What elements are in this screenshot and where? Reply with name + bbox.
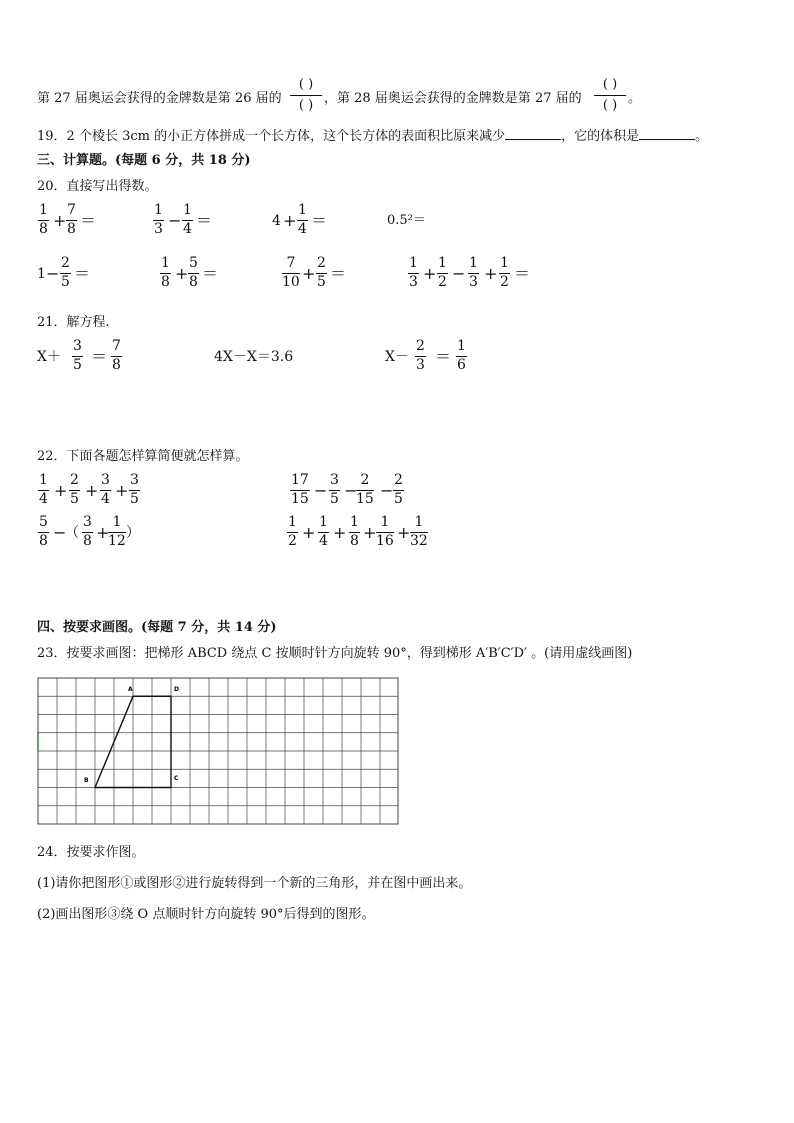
fraction-part: 4 — [39, 491, 48, 507]
q18-blank-num-2: ( ) — [602, 77, 618, 92]
q20-f-frac-2 — [188, 256, 199, 290]
q20-g-frac-1 — [282, 256, 300, 290]
fraction-part: 8 — [350, 533, 359, 549]
fraction-part: 5 — [189, 255, 198, 271]
fraction-part: 8 — [39, 533, 48, 549]
fraction-part: 5 — [39, 514, 48, 530]
fraction-part: 1 — [183, 202, 192, 218]
fraction-part: 1 — [288, 514, 297, 530]
q22-b-frac-2 — [329, 473, 340, 507]
q20-a-frac-1 — [38, 203, 49, 237]
fraction-part: 2 — [416, 338, 425, 354]
q18-text-b: ，第 28 届奥运会获得的金牌数是第 27 届的 — [324, 91, 582, 106]
fraction-part: 8 — [83, 533, 92, 549]
q21-eq3-lhs: X－ — [385, 349, 409, 365]
fraction-part: 3 — [83, 514, 92, 530]
q21-eq1-lhs: X＋ — [37, 349, 61, 365]
q21-eq1-eq: ＝ — [91, 347, 108, 366]
fraction-part: 2 — [317, 255, 326, 271]
fraction-part: 4 — [101, 491, 110, 507]
q19-blank-2[interactable] — [639, 127, 695, 140]
q23-label-a: A — [128, 686, 133, 693]
q21-title: 21．解方程. — [37, 315, 110, 330]
fraction-part: 16 — [376, 533, 394, 549]
q22-d-frac-1 — [287, 515, 298, 549]
q20-f-eq: ＝ — [202, 264, 219, 283]
fraction-part: 2 — [394, 472, 403, 488]
q23-title: 23．按要求画图：把梯形 ABCD 绕点 C 按顺时针方向旋转 90°，得到梯形 A′B′C′D′ 。(请用虚线画图) — [37, 646, 633, 661]
q18-blank-num-1: ( ) — [298, 77, 314, 92]
q20-h-eq: ＝ — [514, 264, 531, 283]
q20-e-eq: ＝ — [74, 264, 91, 283]
q20-c-four: 4 — [272, 213, 281, 229]
fraction-part: 5 — [73, 357, 82, 373]
fraction-part: 2 — [500, 274, 509, 290]
q22-d-plus-1: + — [302, 523, 316, 542]
q21-eq1-frac-lhs — [72, 339, 83, 373]
fraction-part: 8 — [67, 221, 76, 237]
section-3-title: 三、计算题。(每题 6 分，共 18 分) — [37, 153, 251, 168]
fraction-part: 15 — [356, 491, 374, 507]
q20-h-plus-1: + — [423, 264, 437, 283]
q23-grid — [38, 678, 398, 824]
q20-c-frac — [297, 203, 308, 237]
q20-e-minus: − — [46, 264, 60, 283]
q20-g-plus: + — [302, 264, 316, 283]
fraction-part: 2 — [288, 533, 297, 549]
fraction-part: 1 — [380, 514, 390, 530]
q20-h-minus: − — [452, 264, 466, 283]
fraction-part: 1 — [39, 472, 48, 488]
fraction-part: 3 — [330, 472, 339, 488]
q22-a-plus-1: + — [54, 481, 68, 500]
q22-a-frac-4 — [129, 473, 140, 507]
fraction-bar — [594, 95, 626, 96]
q22-d-plus-3: + — [363, 523, 377, 542]
fraction-part: 7 — [67, 202, 76, 218]
q20-a-eq: ＝ — [80, 211, 97, 230]
fraction-part: 7 — [112, 338, 121, 354]
fraction-part: 3 — [154, 221, 163, 237]
q21-eq3-frac-rhs — [456, 339, 467, 373]
q18-blank-den-1: ( ) — [298, 98, 314, 113]
fraction-part: 1 — [409, 255, 418, 271]
fraction-part: 5 — [330, 491, 339, 507]
fraction-part: 1 — [154, 202, 163, 218]
q20-h-frac-3 — [468, 256, 479, 290]
fraction-bar — [290, 95, 322, 96]
q19-end: 。 — [695, 129, 709, 144]
q20-h-frac-1 — [408, 256, 419, 290]
fraction-part: 1 — [298, 202, 307, 218]
q18-text-a: 第 27 届奥运会获得的金牌数是第 26 届的 — [37, 91, 282, 106]
q22-a-frac-1 — [38, 473, 49, 507]
q19-text-a: 19．2 个棱长 3cm 的小正方体拼成一个长方体，这个长方体的表面积比原来减少 — [37, 129, 506, 144]
fraction-part: 4 — [298, 221, 307, 237]
q20-h-frac-2 — [437, 256, 448, 290]
fraction-part: 8 — [161, 274, 170, 290]
fraction-part: 2 — [61, 255, 70, 271]
fraction-part: 12 — [108, 533, 126, 549]
q22-c-plus: + — [96, 523, 110, 542]
q18-end: 。 — [628, 91, 642, 106]
q20-b-eq: ＝ — [196, 211, 213, 230]
q20-title: 20．直接写出得数。 — [37, 179, 158, 194]
q21-eq2: 4X－X＝3.6 — [214, 349, 294, 365]
fraction-part: 6 — [457, 357, 466, 373]
fraction-part: 8 — [39, 221, 48, 237]
fraction-part: 17 — [291, 472, 309, 488]
fraction-part: 15 — [291, 491, 309, 507]
q22-title: 22．下面各题怎样算简便就怎样算。 — [37, 449, 249, 464]
fraction-part: 1 — [161, 255, 170, 271]
q24-item-2: (2)画出图形③绕 O 点顺时针方向旋转 90°后得到的图形。 — [37, 907, 375, 922]
q23-grid-figure[interactable] — [37, 677, 399, 825]
fraction-part: 5 — [394, 491, 403, 507]
q18-blank-den-2: ( ) — [602, 98, 618, 113]
q22-a-frac-3 — [100, 473, 111, 507]
fraction-part: 2 — [438, 274, 447, 290]
q20-g-eq: ＝ — [330, 264, 347, 283]
fraction-part: 5 — [130, 491, 139, 507]
fraction-part: 2 — [360, 472, 370, 488]
q22-b-frac-3 — [356, 473, 374, 507]
q20-h-plus-2: + — [484, 264, 498, 283]
fraction-part: 3 — [416, 357, 425, 373]
fraction-part: 3 — [469, 274, 478, 290]
fraction-part: 2 — [70, 472, 79, 488]
fraction-part: 5 — [317, 274, 326, 290]
q22-b-frac-1 — [290, 473, 310, 507]
fraction-part: 5 — [61, 274, 70, 290]
fraction-part: 1 — [350, 514, 359, 530]
q20-a-plus: + — [53, 211, 67, 230]
q22-d-plus-4: + — [397, 523, 411, 542]
q22-c-rparen: ） — [126, 525, 140, 541]
q21-eq3-eq: ＝ — [435, 347, 452, 366]
q22-c-frac-2 — [82, 515, 93, 549]
q23-label-c: C — [174, 775, 179, 782]
fraction-part: 1 — [414, 514, 424, 530]
q20-h-frac-4 — [499, 256, 510, 290]
fraction-part: 1 — [112, 514, 122, 530]
fraction-part: 10 — [282, 274, 300, 290]
q22-c-minus: − — [53, 523, 67, 542]
q22-c-frac-1 — [38, 515, 49, 549]
q22-b-frac-4 — [393, 473, 404, 507]
q22-b-minus-3: − — [380, 481, 394, 500]
q19-line — [37, 127, 708, 145]
q18-blank-fraction-2[interactable] — [594, 78, 626, 113]
q24-item-1: (1)请你把图形①或图形②进行旋转得到一个新的三角形，并在图中画出来。 — [37, 876, 472, 891]
fraction-part: 1 — [457, 338, 466, 354]
q18-blank-fraction-1[interactable] — [290, 78, 322, 113]
q19-text-b: ，它的体积是 — [561, 129, 640, 144]
q20-a-frac-2 — [66, 203, 77, 237]
q21-eq3-frac-lhs — [415, 339, 426, 373]
q22-c-lparen: （ — [65, 525, 79, 541]
q19-blank-1[interactable] — [505, 127, 561, 140]
q22-d-frac-2 — [318, 515, 329, 549]
fraction-part: 1 — [438, 255, 447, 271]
q20-b-frac-2 — [182, 203, 193, 237]
q22-d-frac-4 — [376, 515, 394, 549]
q22-d-plus-2: + — [333, 523, 347, 542]
q22-d-frac-5 — [410, 515, 428, 549]
fraction-part: 3 — [130, 472, 139, 488]
q20-g-frac-2 — [316, 256, 327, 290]
fraction-part: 5 — [70, 491, 79, 507]
q23-label-d: D — [174, 686, 179, 693]
q22-d-frac-3 — [349, 515, 360, 549]
section-4-title: 四、按要求画图。(每题 7 分，共 14 分) — [37, 620, 277, 635]
fraction-part: 4 — [183, 221, 192, 237]
fraction-part: 32 — [410, 533, 428, 549]
q24-title: 24．按要求作图。 — [37, 845, 145, 860]
q22-a-plus-3: + — [115, 481, 129, 500]
q20-f-frac-1 — [160, 256, 171, 290]
fraction-part: 8 — [189, 274, 198, 290]
q23-label-b: B — [84, 777, 89, 784]
q22-c-frac-3 — [108, 515, 126, 549]
fraction-part: 1 — [500, 255, 509, 271]
q20-b-frac-1 — [153, 203, 164, 237]
fraction-part: 3 — [73, 338, 82, 354]
fraction-part: 3 — [409, 274, 418, 290]
q20-c-plus: + — [283, 211, 297, 230]
q21-eq1-frac-rhs — [111, 339, 122, 373]
fraction-part: 3 — [101, 472, 110, 488]
fraction-part: 4 — [319, 533, 328, 549]
q22-b-minus-2: − — [344, 481, 358, 500]
q20-e-frac — [60, 256, 71, 290]
q20-b-minus: − — [168, 211, 182, 230]
fraction-part: 1 — [319, 514, 328, 530]
fraction-part: 8 — [112, 357, 121, 373]
q20-f-plus: + — [175, 264, 189, 283]
fraction-part: 1 — [39, 202, 48, 218]
q20-e-one: 1 — [37, 266, 46, 282]
q22-b-minus-1: − — [314, 481, 328, 500]
fraction-part: 7 — [286, 255, 296, 271]
q22-a-frac-2 — [69, 473, 80, 507]
q22-a-plus-2: + — [85, 481, 99, 500]
q20-c-eq: ＝ — [311, 211, 328, 230]
fraction-part: 1 — [469, 255, 478, 271]
q20-d-half-square: 0.5²＝ — [387, 213, 426, 228]
